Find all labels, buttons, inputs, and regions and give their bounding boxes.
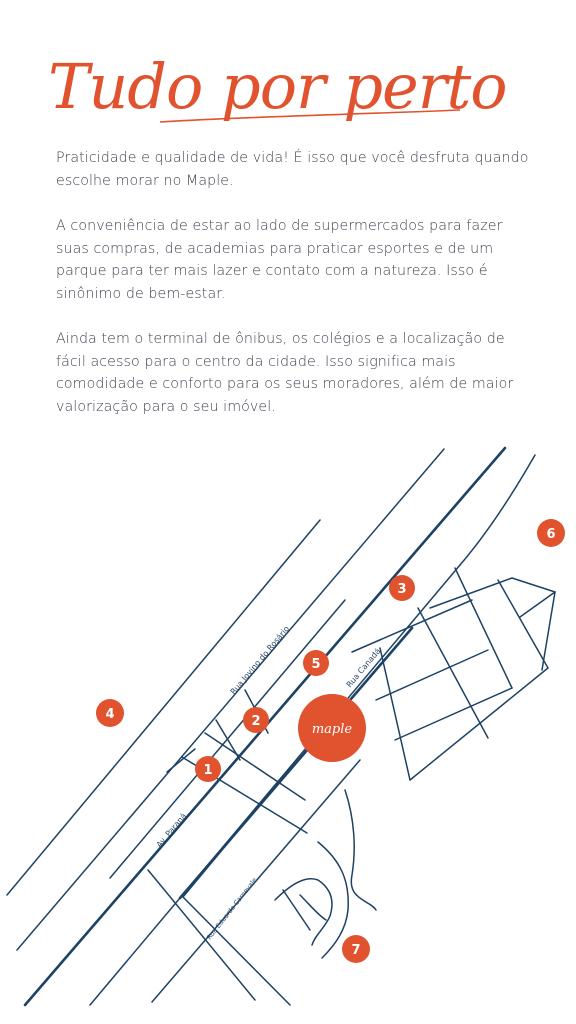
- road-line: [216, 720, 240, 760]
- page-title: [40, 30, 540, 140]
- road-line: [17, 449, 444, 950]
- road-line: [352, 600, 472, 652]
- road-network: [7, 449, 555, 1005]
- road-line: [275, 879, 332, 945]
- convenience-paragraph: A conveniência de estar ao lado de supermercados para fazer suas compras, de academias para praticar esportes e de um parque para ter mais lazer e contato com a natureza. Isso é sinônimo de bem-estar.: [56, 218, 503, 302]
- maple-logo-text: maple: [311, 722, 353, 737]
- location-map: [0, 440, 576, 1024]
- road-line: [520, 592, 555, 617]
- road-line: [183, 897, 290, 1005]
- road-line: [376, 650, 488, 700]
- road-line: [498, 580, 548, 668]
- map-marker-5[interactable]: [303, 650, 329, 676]
- intro-paragraph: Praticidade e qualidade de vida! É isso que você desfruta quando escolhe morar no Maple.: [56, 150, 529, 189]
- road-line: [380, 648, 410, 780]
- street-label-rua-jovino: Rua Jovino do Rosário: [228, 624, 292, 697]
- map-marker-4[interactable]: [96, 699, 124, 727]
- road-line: [148, 870, 255, 1000]
- marker-6-label: 6: [546, 527, 556, 542]
- marker-2-label: 2: [251, 714, 261, 729]
- marker-5-label: 5: [311, 657, 321, 672]
- maple-location-marker[interactable]: [298, 694, 366, 762]
- road-line: [345, 790, 376, 910]
- street-label-rua-canada: Rua Canadá: [344, 646, 383, 690]
- road-line: [542, 592, 555, 670]
- road-line: [512, 578, 555, 592]
- road-line: [455, 568, 512, 688]
- map-marker-2[interactable]: [243, 707, 269, 733]
- road-line: [460, 455, 535, 565]
- road-line: [167, 749, 195, 772]
- map-marker-7[interactable]: [342, 935, 370, 963]
- marker-7-label: 7: [351, 943, 361, 958]
- marker-3-label: 3: [397, 582, 407, 597]
- title-text: Tudo por perto: [48, 50, 507, 123]
- marker-1-label: 1: [203, 763, 213, 778]
- map-marker-1[interactable]: [195, 756, 221, 782]
- location-paragraph: Ainda tem o terminal de ônibus, os colégios e a localização de fácil acesso para o centro da cidade. Isso significa mais comodidade e conforto para os seus moradores, além de maior valorização para o seu imóvel.: [56, 331, 514, 415]
- road-line: [283, 890, 310, 930]
- road-line: [318, 842, 348, 958]
- map-marker-3[interactable]: [389, 575, 415, 601]
- marker-4-label: 4: [105, 707, 115, 722]
- road-line: [418, 608, 488, 738]
- road-line: [430, 578, 512, 608]
- street-label-av-parana: Av. Paraná: [154, 811, 189, 850]
- map-marker-6[interactable]: [537, 519, 565, 547]
- street-label-rua-eduardo: Rua Eduardo Carnevale: [205, 876, 259, 942]
- road-line: [395, 688, 512, 740]
- road-line: [300, 895, 326, 920]
- road-line: [90, 565, 460, 1005]
